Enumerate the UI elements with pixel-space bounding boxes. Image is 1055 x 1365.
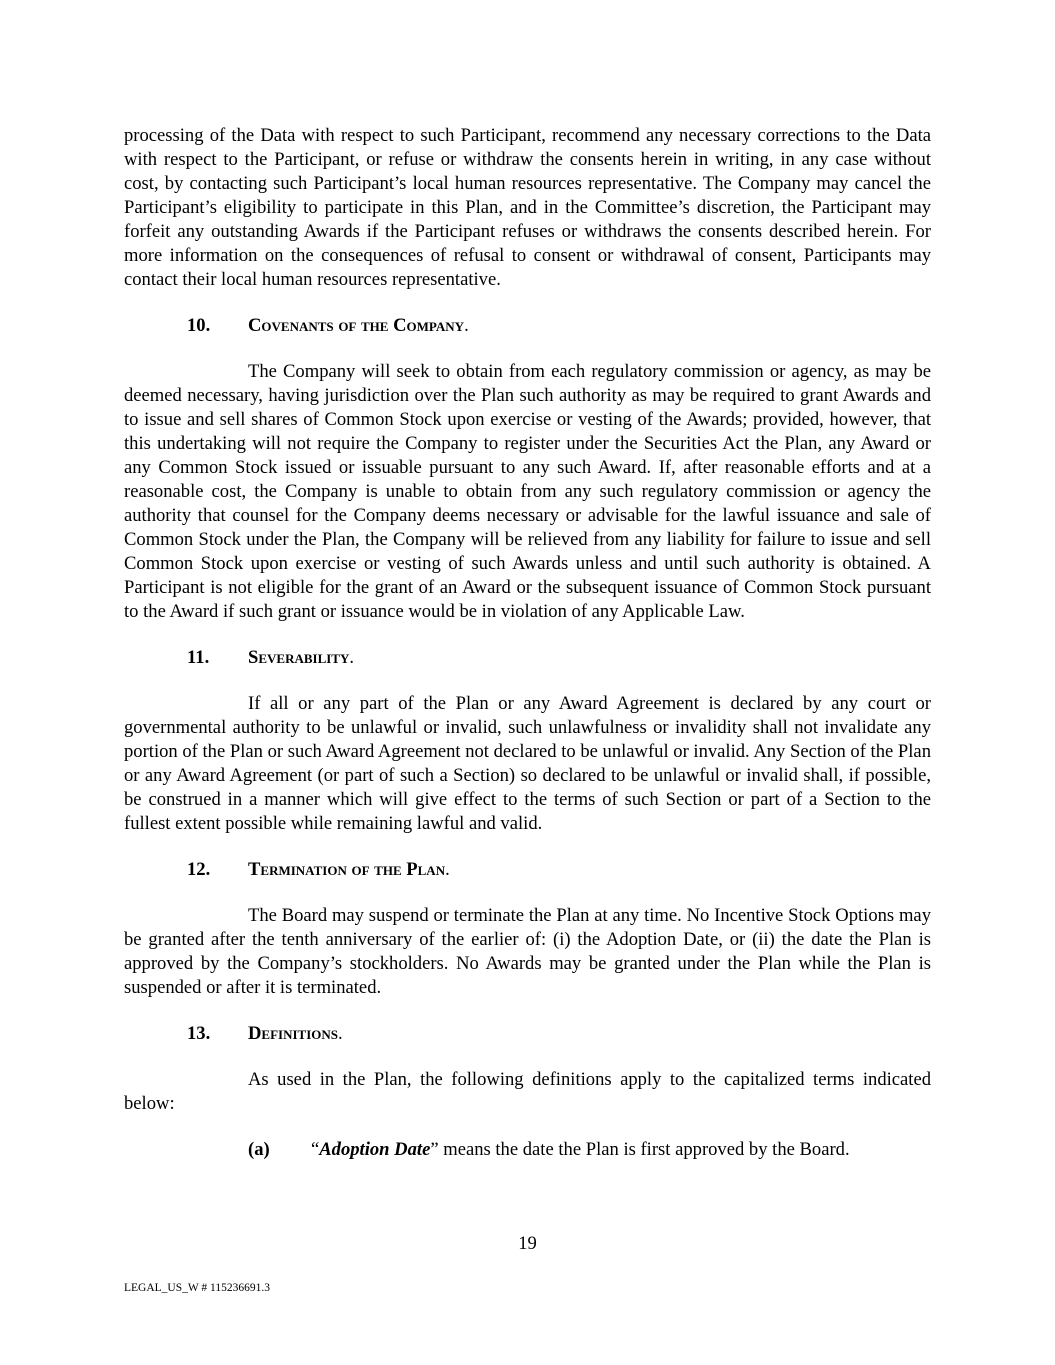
section-number: 13. [187,1023,211,1044]
section-11-heading [124,646,931,670]
section-title: Severability. [248,647,355,668]
section-number: 11. [187,647,210,668]
section-number: 10. [187,315,211,336]
document-id: LEGAL_US_W # 115236691.3 [124,1282,270,1294]
section-13-body: As used in the Plan, the following definitions apply to the capitalized terms indicated below: [124,1069,931,1114]
section-10-heading [124,314,931,338]
section-10-body: The Company will seek to obtain from each regulatory commission or agency, as may be deemed necessary, having jurisdiction over the Plan such authority as may be required to grant Awards and to issue and sell shares of Common Stock upon exercise or vesting of the Awards; provided, however, that this undertaking will not require the Company to register under the Securities Act the Plan, any Award or any Common Stock issued or issuable pursuant to any such Award. If, after reasonable efforts and at a reasonable cost, the Company is unable to obtain from any such regulatory commission or agency the authority that counsel for the Company deems necessary or advisable for the lawful issuance and sale of Common Stock under the Plan, the Company will be relieved from any liability for failure to issue and sell Common Stock upon exercise or vesting of such Awards unless and until such authority is obtained. A Participant is not eligible for the grant of an Award or the subsequent issuance of Common Stock pursuant to the Award if such grant or issuance would be in violation of any Applicable Law. [124,361,931,622]
section-title: Covenants of the Company. [248,315,469,336]
intro-paragraph: processing of the Data with respect to such Participant, recommend any necessary corrections to the Data with respect to the Participant, or refuse or withdraw the consents herein in writing, in any case without cost, by contacting such Participant’s local human resources representative. The Company may cancel the Participant’s eligibility to participate in this Plan, and in the Committee’s discretion, the Participant may forfeit any outstanding Awards if the Participant refuses or withdraws the consents described herein. For more information on the consequences of refusal to consent or withdrawal of consent, Participants may contact their local human resources representative. [124,125,931,290]
section-title: Definitions. [248,1023,343,1044]
defined-term: Adoption Date [319,1139,431,1160]
section-number: 12. [187,859,211,880]
definition-text: “Adoption Date” means the date the Plan is first approved by the Board. [311,1139,850,1160]
document-page [124,124,931,1162]
definition-label: (a) [248,1139,270,1160]
section-12-heading [124,858,931,882]
section-12-body: The Board may suspend or terminate the Plan at any time. No Incentive Stock Options may be granted after the tenth anniversary of the earlier of: (i) the Adoption Date, or (ii) the date the Plan is approved by the Company’s stockholders. No Awards may be granted under the Plan while the Plan is suspended or after it is terminated. [124,905,931,998]
section-11-body: If all or any part of the Plan or any Award Agreement is declared by any court or governmental authority to be unlawful or invalid, such unlawfulness or invalidity shall not invalidate any portion of the Plan or such Award Agreement not declared to be unlawful or invalid. Any Section of the Plan or any Award Agreement (or part of such a Section) so declared to be unlawful or invalid shall, if possible, be construed in a manner which will give effect to the terms of such Section or part of a Section to the fullest extent possible while remaining lawful and valid. [124,693,931,834]
page-number: 19 [518,1233,537,1254]
section-title: Termination of the Plan. [248,859,450,880]
definition-adoption-date [124,1138,931,1162]
section-13-heading [124,1022,931,1046]
